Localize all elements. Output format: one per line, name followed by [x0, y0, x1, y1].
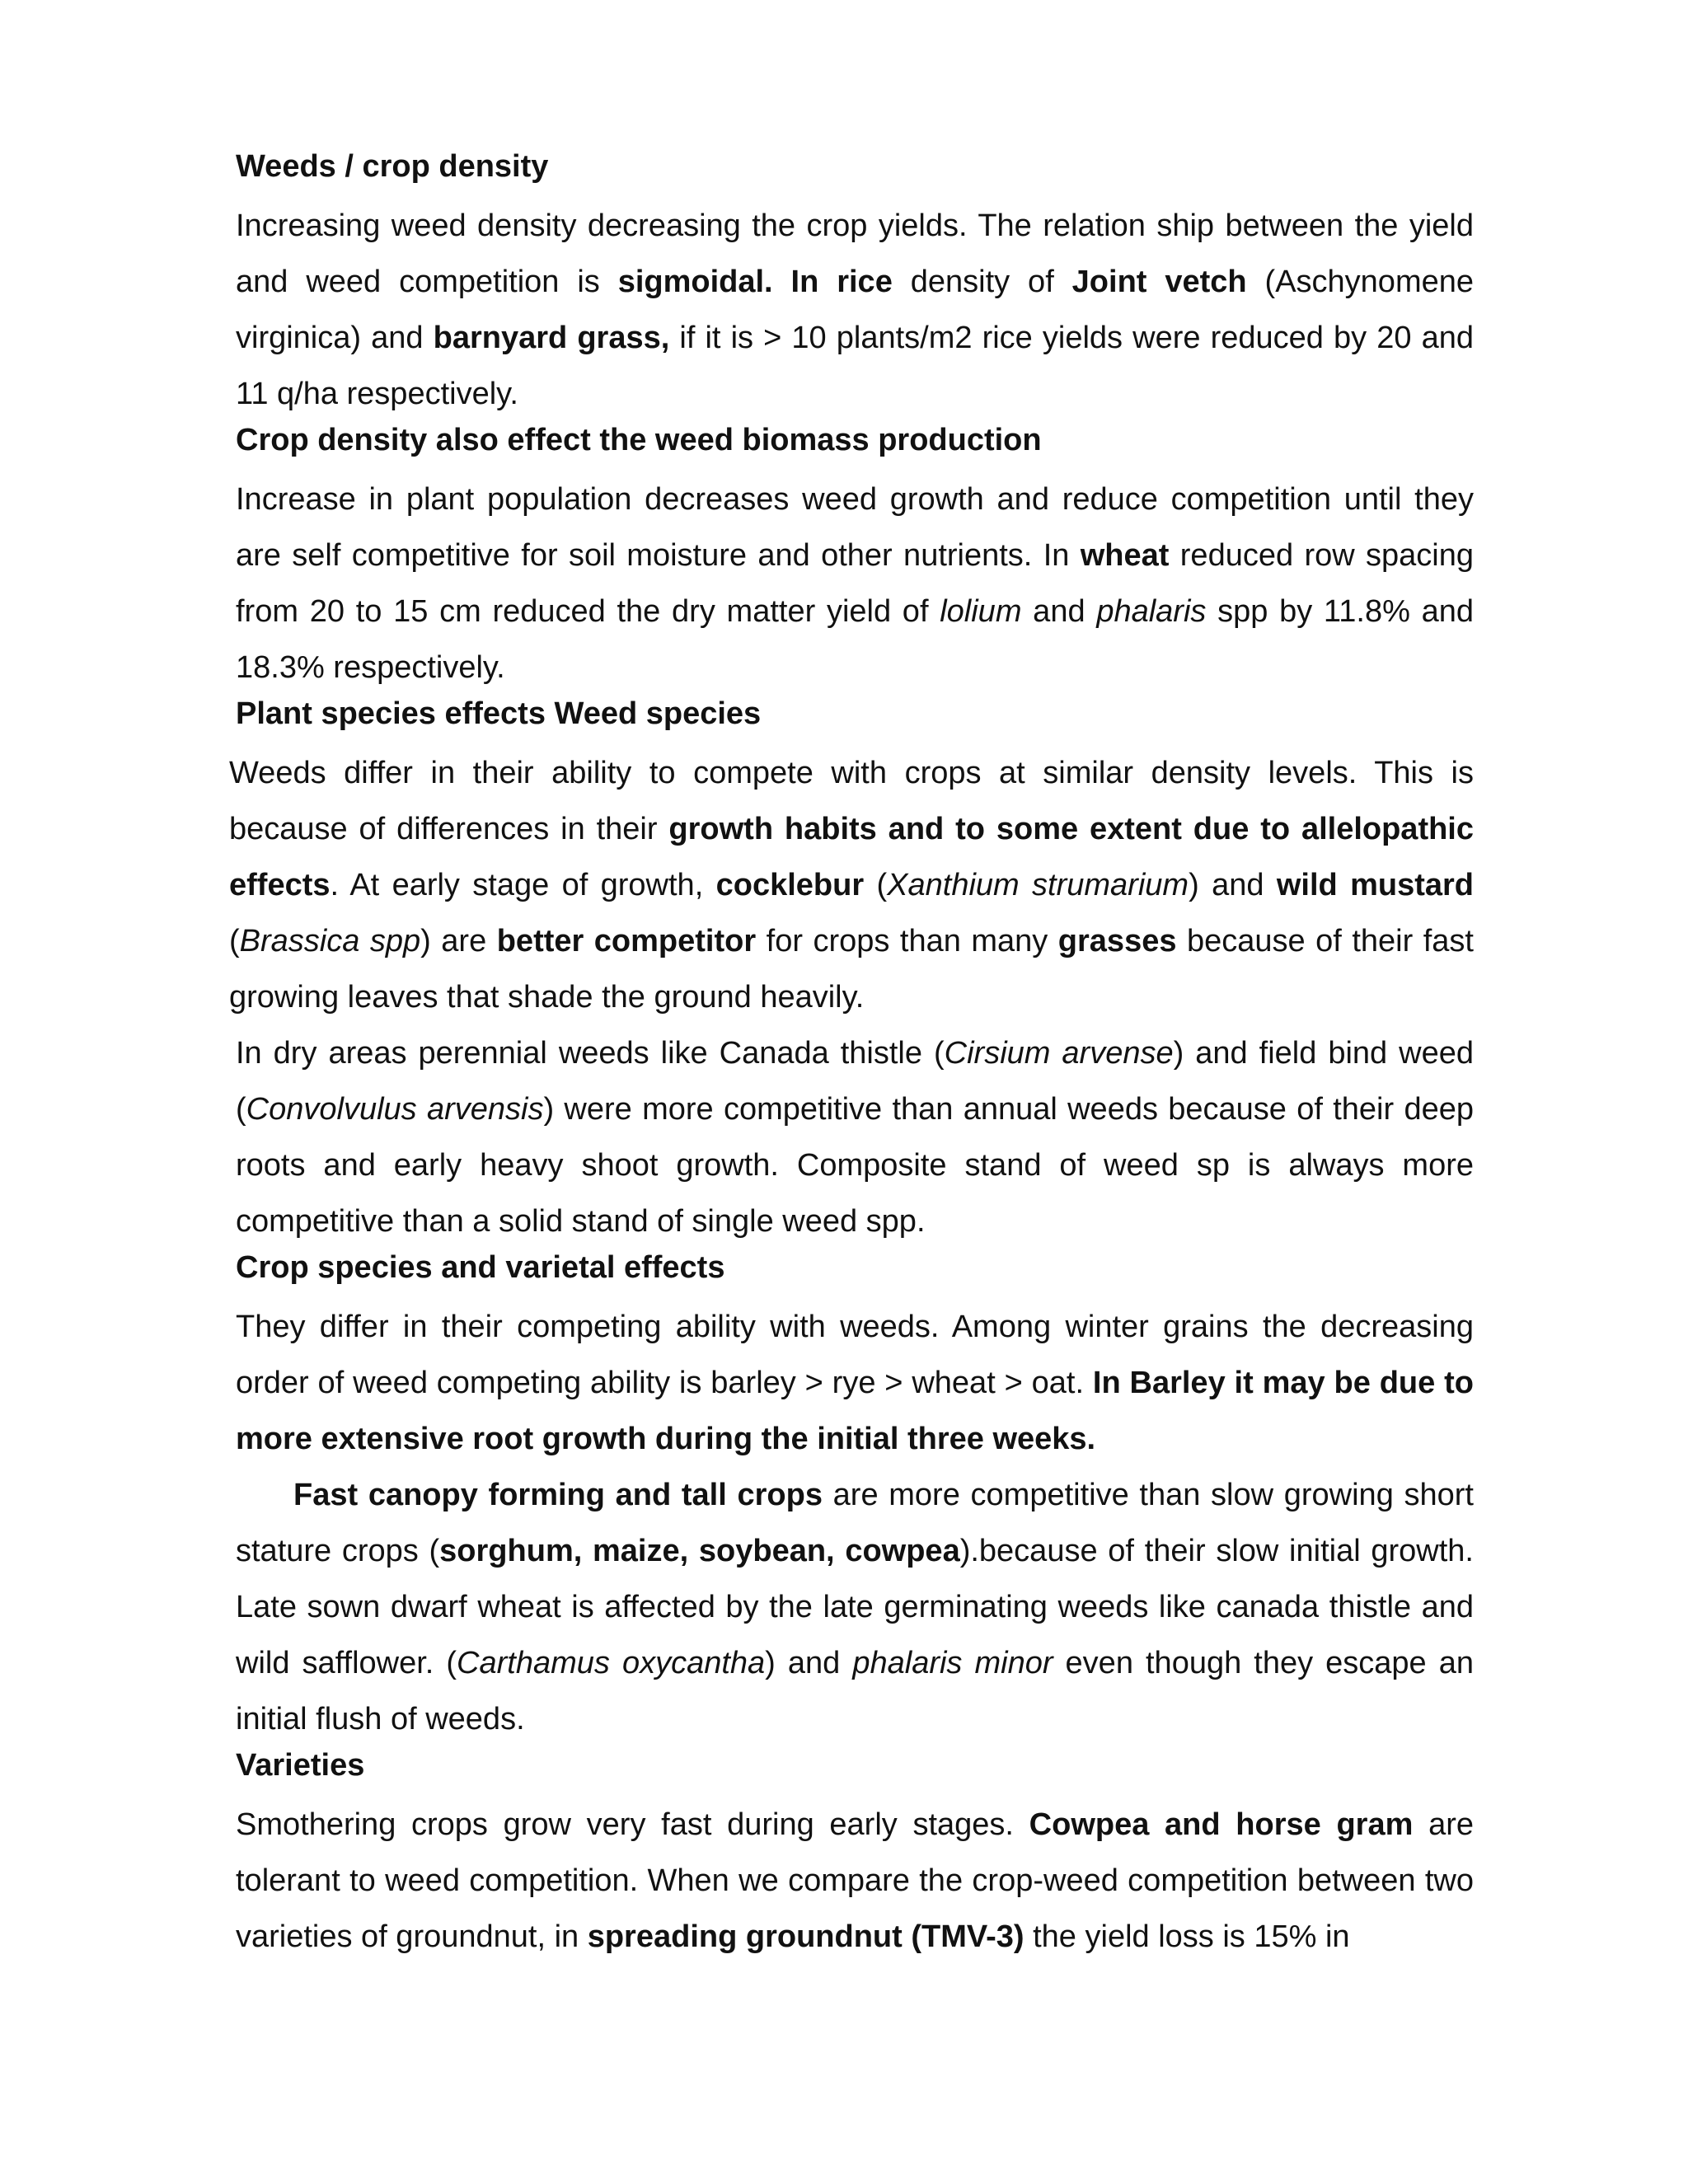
text-run: density of [892, 265, 1072, 299]
section-heading-crop-species-varietal: Crop species and varietal effects [236, 1250, 725, 1285]
bold-run: Joint vetch [1071, 265, 1247, 299]
paragraph-plant-population [236, 471, 1474, 696]
bold-run: cocklebur [715, 868, 865, 902]
text-run: for crops than many [756, 924, 1058, 958]
text-run: even though they escape an initial flush of weeds. [236, 1646, 1475, 1736]
bold-run: sigmoidal. In rice [617, 265, 893, 299]
italic-run: phalaris minor [852, 1646, 1053, 1680]
bold-run: In Barley it may be due to more extensive root growth during the initial three weeks. [236, 1366, 1474, 1456]
text-run: Increasing weed density decreasing the crop yields. The relation ship between the yield and weed competition is [236, 209, 1474, 299]
text-run: and [1021, 594, 1097, 629]
text-run: ).because of their slow initial growth. Late sown dwarf wheat is affected by the late germinating weeds like canada thistle and wild safflower. ( [236, 1534, 1474, 1680]
text-run: ( [864, 868, 888, 902]
italic-run: Carthamus oxycantha [457, 1646, 766, 1680]
text-run: Increase in plant population decreases weed growth and reduce competition until they are self competitive for soil moisture and other nutrients. In [236, 482, 1474, 573]
section-heading-plant-species-effects: Plant species effects Weed species [236, 696, 762, 731]
bold-run: wild mustard [1276, 868, 1474, 902]
text-run: are more competitive than slow growing short stature crops ( [236, 1478, 1474, 1568]
paragraph-winter-grains [236, 1299, 1474, 1467]
text-run: spp by 11.8% and 18.3% respectively. [236, 594, 1474, 685]
bold-run: wheat [1080, 538, 1170, 573]
paragraph-weed-density [236, 198, 1474, 422]
paragraph-weed-competition-ability [229, 745, 1474, 1025]
section-heading-varieties: Varieties [236, 1748, 365, 1783]
italic-run: Cirsium arvense [944, 1036, 1174, 1071]
bold-run: grasses [1057, 924, 1177, 958]
bold-run: better competitor [496, 924, 757, 958]
bold-run: spreading groundnut (TMV-3) [587, 1919, 1025, 1954]
document-body [229, 148, 1475, 1965]
text-run: reduced row spacing from 20 to 15 cm reduced the dry matter yield of [236, 538, 1474, 629]
bold-run: sorghum, maize, soybean, cowpea [439, 1534, 960, 1568]
italic-run: Brassica spp [239, 924, 421, 958]
text-run: ) and [765, 1646, 853, 1680]
text-run: ) and [1189, 868, 1277, 902]
section-heading-crop-density-biomass: Crop density also effect the weed biomass production [236, 423, 1042, 457]
text-run: ) were more competitive than annual weeds because of their deep roots and early heavy shoot growth. Composite stand of weed sp is always more competitive than a solid stand of single weed spp. [236, 1092, 1474, 1239]
bold-run: barnyard grass, [433, 321, 670, 355]
bold-run: growth habits and to some extent due to allelopathic effects [229, 812, 1474, 902]
text-run: ( [229, 924, 240, 958]
text-run: if it is > 10 plants/m2 rice yields were reduced by 20 and 11 q/ha respectively. [236, 321, 1474, 411]
italic-run: lolium [940, 594, 1022, 629]
text-run: Smothering crops grow very fast during early stages. [236, 1807, 1029, 1842]
text-run: Weeds differ in their ability to compete with crops at similar density levels. This is because of differences in their [229, 756, 1474, 846]
italic-run: Convolvulus arvensis [246, 1092, 544, 1127]
text-run: . At early stage of growth, [330, 868, 716, 902]
text-run: the yield loss is 15% in [1024, 1919, 1350, 1954]
italic-run: phalaris [1096, 594, 1207, 629]
paragraph-fast-canopy [236, 1467, 1474, 1747]
text-run: ) are [420, 924, 497, 958]
text-run: They differ in their competing ability with weeds. Among winter grains the decreasing order of weed competing ability is barley > rye > wheat > oat. [236, 1310, 1474, 1400]
text-run: In dry areas perennial weeds like Canada thistle ( [236, 1036, 945, 1071]
bold-run: Fast canopy forming and tall crops [293, 1478, 823, 1512]
text-run: are tolerant to weed competition. When we compare the crop-weed competition between two varieties of groundnut, in [236, 1807, 1475, 1954]
bold-run: Cowpea and horse gram [1029, 1807, 1414, 1842]
text-run: because of their fast growing leaves that shade the ground heavily. [229, 924, 1474, 1015]
italic-run: Xanthium strumarium [887, 868, 1189, 902]
text-run: (Aschynomene virginica) and [236, 265, 1474, 355]
paragraph-perennial-weeds [236, 1025, 1474, 1249]
text-run: ) and field bind weed ( [236, 1036, 1474, 1127]
section-heading-weeds-crop-density: Weeds / crop density [236, 149, 549, 184]
paragraph-smothering-crops [236, 1797, 1474, 1965]
